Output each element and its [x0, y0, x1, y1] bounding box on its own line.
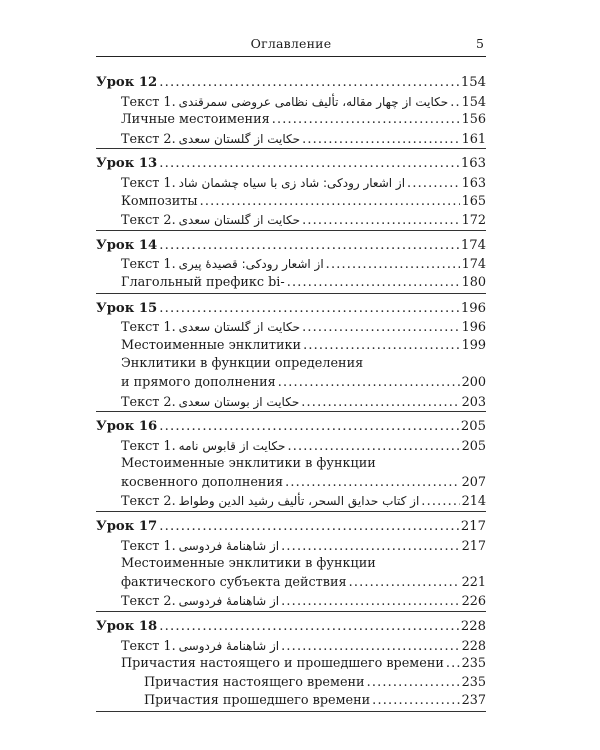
dot-leader [287, 274, 460, 293]
page-number: 154 [461, 94, 486, 110]
entry-label: Текст 1. [121, 320, 176, 336]
entry-label-continuation: косвенного дополнения [121, 474, 284, 490]
page-number: 163 [460, 156, 486, 172]
page-number: 205 [460, 419, 486, 435]
dot-leader [281, 593, 459, 612]
lesson-title: Урок 15 [96, 300, 158, 316]
dot-leader [272, 111, 460, 130]
entry-label: Местоименные энклитики в функции [121, 556, 376, 572]
page-number: 172 [461, 213, 486, 229]
entry-label: Причастия настоящего и прошедшего времени [121, 656, 444, 672]
page-number: 207 [461, 474, 486, 490]
entry-label: Текст 1. [121, 94, 176, 110]
toc-entry[interactable] [96, 637, 486, 656]
entry-persian-title: حکایت از گلستان سعدی [178, 213, 301, 228]
page-number: 156 [461, 112, 486, 128]
dot-leader [159, 518, 459, 537]
lesson-block [96, 300, 486, 413]
dot-leader [285, 474, 459, 493]
toc-entry-continuation[interactable] [96, 374, 486, 393]
dot-leader [159, 618, 459, 637]
toc-entry-continuation[interactable] [96, 574, 486, 593]
entry-label: Текст 1. [121, 538, 176, 554]
dot-leader [407, 175, 460, 194]
page-number: 217 [461, 538, 486, 554]
toc-entry[interactable] [96, 193, 486, 212]
toc-entry[interactable] [96, 130, 486, 149]
entry-label: Текст 2. [121, 131, 176, 147]
dot-leader [281, 538, 459, 557]
toc-entry[interactable] [96, 555, 486, 574]
entry-persian-title: از اشعار رودکی: قصیدۀ پیری [178, 257, 324, 272]
dot-leader [159, 300, 459, 319]
lesson-entry[interactable] [96, 418, 486, 437]
entry-label: Текст 1. [121, 438, 176, 454]
toc-entry-continuation[interactable] [96, 474, 486, 493]
toc-entry[interactable] [96, 274, 486, 293]
lesson-title: Урок 14 [96, 237, 158, 253]
lesson-entry[interactable] [96, 155, 486, 174]
entry-label: Причастия настоящего времени [144, 674, 365, 690]
entry-label: Текст 2. [121, 494, 176, 510]
dot-leader [302, 319, 460, 338]
lesson-block [96, 74, 486, 149]
page-number: 161 [461, 131, 486, 147]
entry-label: Текст 1. [121, 175, 176, 191]
page-number: 203 [461, 394, 486, 410]
entry-label-continuation: и прямого дополнения [121, 374, 276, 390]
table-of-contents [96, 74, 486, 712]
toc-entry[interactable] [96, 674, 486, 693]
page-number: 217 [460, 519, 486, 535]
entry-persian-title: از شاهنامۀ فردوسی [178, 594, 280, 609]
dot-leader [278, 374, 460, 393]
entry-label: Текст 1. [121, 257, 176, 273]
lesson-entry[interactable] [96, 74, 486, 93]
toc-entry[interactable] [96, 337, 486, 356]
dot-leader [367, 674, 460, 693]
dot-leader [303, 337, 460, 356]
entry-label: Личные местоимения [121, 112, 270, 128]
dot-leader [302, 212, 460, 231]
entry-label: Энклитики в функции определения [121, 356, 364, 372]
page-number: 221 [461, 574, 486, 590]
lesson-title: Урок 18 [96, 619, 158, 635]
toc-entry[interactable] [96, 318, 486, 337]
header-title: Оглавление [250, 36, 332, 51]
page-number: 196 [461, 320, 486, 336]
entry-persian-title: حکایت از گلستان سعدی [178, 320, 301, 335]
entry-persian-title: حکایت از بوستان سعدی [178, 394, 300, 409]
toc-entry[interactable] [96, 455, 486, 474]
entry-label: Текст 2. [121, 394, 176, 410]
toc-entry-group [96, 555, 486, 592]
page-number: 165 [461, 193, 486, 209]
lesson-entry[interactable] [96, 618, 486, 637]
page-number: 200 [461, 374, 486, 390]
page-number: 196 [460, 300, 486, 316]
dot-leader [372, 692, 459, 711]
dot-leader [287, 438, 459, 457]
toc-entry[interactable] [96, 437, 486, 456]
page-number: 214 [461, 494, 486, 510]
dot-leader [302, 131, 460, 150]
entry-persian-title: از شاهنامۀ فردوسی [178, 538, 280, 553]
toc-entry[interactable] [96, 355, 486, 374]
entry-label: Местоименные энклитики [121, 337, 302, 353]
entry-label: Текст 2. [121, 594, 176, 610]
dot-leader [159, 155, 459, 174]
entry-label-continuation: фактического субъекта действия [121, 574, 347, 590]
lesson-block [96, 618, 486, 712]
page-number: 228 [460, 619, 486, 635]
toc-entry[interactable] [96, 537, 486, 556]
entry-label: Текст 1. [121, 638, 176, 654]
lesson-block [96, 418, 486, 512]
entry-label: Глагольный префикс bi- [121, 274, 285, 290]
dot-leader [450, 94, 459, 113]
page-number: 205 [461, 438, 486, 454]
entry-persian-title: حکایت از گلستان سعدی [178, 131, 301, 146]
dot-leader [421, 493, 459, 512]
dot-leader [281, 638, 459, 657]
toc-entry[interactable] [96, 692, 486, 711]
page-number: 235 [461, 674, 486, 690]
lesson-block [96, 155, 486, 230]
lesson-entry[interactable] [96, 518, 486, 537]
page-number: 199 [461, 337, 486, 353]
toc-entry[interactable] [96, 211, 486, 230]
toc-entry[interactable] [96, 255, 486, 274]
entry-persian-title: از شاهنامۀ فردوسی [178, 638, 280, 653]
page-number: 174 [461, 257, 486, 273]
entry-label: Местоименные энклитики в функции [121, 456, 376, 472]
page-number: 180 [461, 274, 486, 290]
dot-leader [349, 574, 460, 593]
lesson-entry[interactable] [96, 300, 486, 319]
toc-entry[interactable] [96, 93, 486, 112]
dot-leader [446, 655, 460, 674]
toc-entry-group [96, 355, 486, 392]
lesson-title: Урок 16 [96, 419, 158, 435]
page-number: 174 [460, 237, 486, 253]
dot-leader [200, 193, 460, 212]
toc-entry[interactable] [96, 393, 486, 412]
toc-entry[interactable] [96, 111, 486, 130]
lesson-title: Урок 17 [96, 519, 158, 535]
running-header [96, 36, 486, 57]
page-number: 237 [461, 693, 486, 709]
entry-label: Текст 2. [121, 213, 176, 229]
dot-leader [159, 237, 459, 256]
dot-leader [159, 74, 459, 93]
page-number: 228 [461, 638, 486, 654]
dot-leader [159, 418, 459, 437]
page-number: 235 [461, 656, 486, 672]
lesson-block [96, 518, 486, 612]
page-number: 163 [461, 175, 486, 191]
toc-entry[interactable] [96, 592, 486, 611]
page-number: 154 [460, 75, 486, 90]
lesson-entry[interactable] [96, 237, 486, 256]
toc-entry-group [96, 455, 486, 492]
dot-leader [301, 394, 459, 413]
entry-label: Причастия прошедшего времени [144, 693, 371, 709]
header-page-number: 5 [476, 36, 484, 51]
toc-entry[interactable] [96, 492, 486, 511]
entry-persian-title: از اشعار رودکی: شاد زی با سیاه چشمان شاد [178, 175, 406, 190]
dot-leader [326, 256, 460, 275]
entry-label: Композиты [121, 193, 198, 209]
page-number: 226 [461, 594, 486, 610]
toc-entry[interactable] [96, 174, 486, 193]
entry-persian-title: حکایت از قابوس نامه [178, 438, 286, 453]
entry-persian-title: از کتاب حدایق السحر، تألیف رشید الدین وطواط [178, 494, 420, 509]
lesson-block [96, 237, 486, 294]
entry-persian-title: حکایت از چهار مقاله، تألیف نظامی عروضی سمرقندی [178, 94, 449, 109]
toc-entry[interactable] [96, 655, 486, 674]
lesson-title: Урок 12 [96, 75, 158, 90]
lesson-title: Урок 13 [96, 156, 158, 172]
